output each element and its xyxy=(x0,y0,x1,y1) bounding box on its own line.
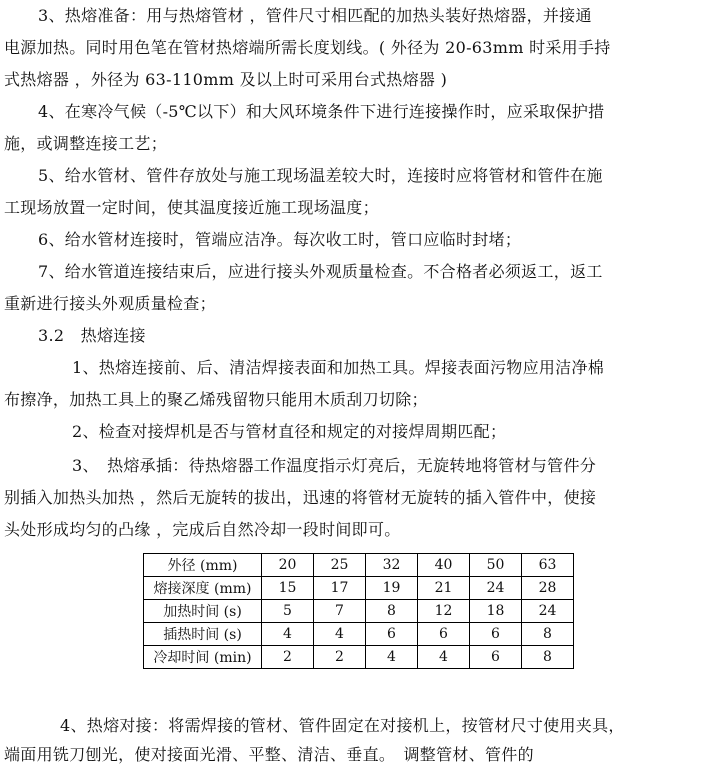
s3-line-2: 别插入加热头加热 ，然后无旋转的拔出，迅速的将管材无旋转的插入管件中，使接 xyxy=(4,488,597,507)
table-cell: 8 xyxy=(522,646,574,669)
row-label: 外径 (mm) xyxy=(144,554,262,577)
row-label: 插热时间 (s) xyxy=(144,623,262,646)
s3-line-3: 头处形成均匀的凸缘 ，完成后自然冷却一段时间即可。 xyxy=(4,520,401,539)
p5-line-1: 5、给水管材、管件存放处与施工现场温差较大时，连接时应将管材和管件在施 xyxy=(38,166,603,185)
section-heading: 3.2 热熔连接 xyxy=(38,326,146,345)
table-cell: 63 xyxy=(522,554,574,577)
table-cell: 32 xyxy=(366,554,418,577)
table-row xyxy=(144,646,574,669)
s3-line-1: 3、 热熔承插：待热熔器工作温度指示灯亮后，无旋转地将管材与管件分 xyxy=(72,456,597,475)
p3-line-2: 电源加热。同时用色笔在管材热熔端所需长度划线。( 外径为 20-63mm 时采用手持 xyxy=(4,38,611,57)
p3-line-3: 式热熔器 ，外径为 63-110mm 及以上时可采用台式热熔器 ) xyxy=(4,70,448,89)
table-row xyxy=(144,623,574,646)
p7-line-1: 7、给水管道连接结束后，应进行接头外观质量检查。不合格者必须返工，返工 xyxy=(38,262,603,281)
p7-line-2: 重新进行接头外观质量检查； xyxy=(4,294,216,313)
table-cell: 21 xyxy=(418,577,470,600)
row-label: 冷却时间 (min) xyxy=(144,646,262,669)
table-cell: 6 xyxy=(470,623,522,646)
table-cell: 50 xyxy=(470,554,522,577)
table-cell: 25 xyxy=(314,554,366,577)
s4-line-2: 端面用铣刀刨光，使对接面光滑、平整、清洁、垂直。 调整管材、管件的 xyxy=(4,745,534,764)
table-cell: 24 xyxy=(470,577,522,600)
table-row xyxy=(144,600,574,623)
row-label: 熔接深度 (mm) xyxy=(144,577,262,600)
table-cell: 2 xyxy=(262,646,314,669)
p4-line-1: 4、在寒冷气候（-5℃以下）和大风环境条件下进行连接操作时，应采取保护措 xyxy=(38,102,605,121)
table-cell: 24 xyxy=(522,600,574,623)
p6-line-1: 6、给水管材连接时，管端应洁净。每次收工时，管口应临时封堵； xyxy=(38,230,522,249)
table-cell: 8 xyxy=(522,623,574,646)
table-cell: 6 xyxy=(366,623,418,646)
p3-line-1: 3、热熔准备：用与热熔管材 ，管件尺寸相匹配的加热头装好热熔器，并接通 xyxy=(38,6,592,25)
table-cell: 18 xyxy=(470,600,522,623)
table-row xyxy=(144,554,574,577)
table-cell: 17 xyxy=(314,577,366,600)
s1-line-1: 1、热熔连接前、后、清洁焊接表面和加热工具。焊接表面污物应用洁净棉 xyxy=(72,358,605,377)
table-cell: 4 xyxy=(262,623,314,646)
p5-line-2: 工现场放置一定时间，使其温度接近施工现场温度； xyxy=(4,198,379,217)
table-cell: 4 xyxy=(366,646,418,669)
table-cell: 8 xyxy=(366,600,418,623)
fusion-parameters-table xyxy=(143,553,574,669)
table-cell: 2 xyxy=(314,646,366,669)
table-cell: 6 xyxy=(470,646,522,669)
table-cell: 7 xyxy=(314,600,366,623)
table-row xyxy=(144,577,574,600)
s2-line-1: 2、检查对接焊机是否与管材直径和规定的对接焊周期匹配； xyxy=(72,422,507,441)
table-cell: 4 xyxy=(314,623,366,646)
table-cell: 15 xyxy=(262,577,314,600)
table-cell: 28 xyxy=(522,577,574,600)
row-label: 加热时间 (s) xyxy=(144,600,262,623)
table-cell: 5 xyxy=(262,600,314,623)
table-cell: 20 xyxy=(262,554,314,577)
table-cell: 40 xyxy=(418,554,470,577)
table-cell: 6 xyxy=(418,623,470,646)
table-cell: 19 xyxy=(366,577,418,600)
s4-line-1: 4、热熔对接：将需焊接的管材、管件固定在对接机上，按管材尺寸使用夹具， xyxy=(60,716,625,735)
s1-line-2: 布擦净，加热工具上的聚乙烯残留物只能用木质刮刀切除； xyxy=(4,390,428,409)
table-cell: 12 xyxy=(418,600,470,623)
table-cell: 4 xyxy=(418,646,470,669)
p4-line-2: 施，或调整连接工艺； xyxy=(4,134,168,153)
